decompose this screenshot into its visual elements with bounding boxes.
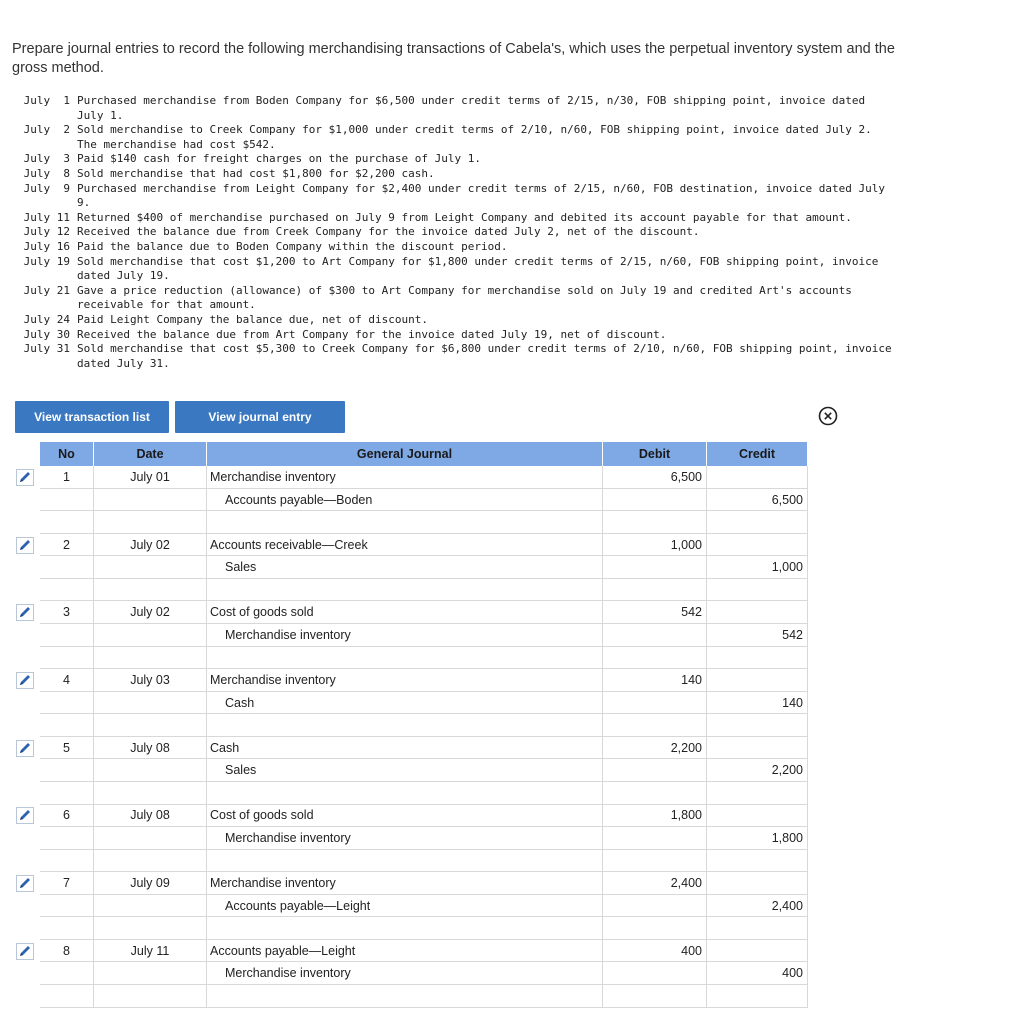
blank-cell[interactable] xyxy=(207,511,603,533)
debit-account[interactable]: Merchandise inventory xyxy=(207,466,603,488)
table-row-blank xyxy=(40,985,808,1008)
credit-amount[interactable]: 1,000 xyxy=(707,556,808,578)
table-row xyxy=(40,962,808,985)
entry-date: July 01 xyxy=(94,466,207,488)
transaction-date: July 24 xyxy=(23,312,70,326)
blank-cell xyxy=(40,850,94,872)
debit-amount[interactable]: 2,400 xyxy=(603,872,707,894)
entry-date-empty xyxy=(94,556,207,578)
credit-amount[interactable]: 140 xyxy=(707,692,808,714)
transaction-description: Sold merchandise that cost $5,300 to Creek Company for $6,800 under credit terms of 2/10, n/60, FOB shipping point, invoice dated July 31. xyxy=(77,342,892,370)
entry-number: 1 xyxy=(40,466,94,488)
blank-cell[interactable] xyxy=(603,714,707,736)
transaction-description: Returned $400 of merchandise purchased on July 9 from Leight Company and debited its account payable for that amount. xyxy=(77,210,852,224)
debit-account[interactable]: Merchandise inventory xyxy=(207,669,603,691)
credit-account[interactable]: Merchandise inventory xyxy=(207,962,603,984)
transaction-item xyxy=(14,94,1014,123)
credit-account[interactable]: Sales xyxy=(207,556,603,578)
journal-entry xyxy=(40,872,808,940)
entry-date: July 08 xyxy=(94,737,207,759)
table-row-blank xyxy=(40,714,808,737)
header-date: Date xyxy=(94,442,207,466)
table-row xyxy=(40,669,808,692)
entry-date: July 08 xyxy=(94,804,207,826)
credit-amount[interactable]: 2,400 xyxy=(707,895,808,917)
entry-number: 3 xyxy=(40,601,94,623)
debit-amount-empty[interactable] xyxy=(603,759,707,781)
debit-account[interactable]: Accounts payable—Leight xyxy=(207,940,603,962)
blank-cell[interactable] xyxy=(603,917,707,939)
blank-cell xyxy=(94,511,207,533)
entry-date: July 09 xyxy=(94,872,207,894)
transaction-date: July 8 xyxy=(23,166,70,180)
entry-number: 8 xyxy=(40,940,94,962)
transaction-item xyxy=(14,313,1014,328)
entry-date-empty xyxy=(94,827,207,849)
blank-cell[interactable] xyxy=(707,985,808,1007)
journal-entry xyxy=(40,940,808,1008)
table-row xyxy=(40,759,808,782)
blank-cell[interactable] xyxy=(603,511,707,533)
transaction-description: Purchased merchandise from Leight Company for $2,400 under credit terms of 2/15, n/60, FOB destination, invoice dated July 9. xyxy=(77,181,885,210)
entry-date: July 02 xyxy=(94,534,207,556)
pencil-icon[interactable] xyxy=(16,469,34,486)
entry-date-empty xyxy=(94,962,207,984)
transaction-item xyxy=(14,152,1014,167)
transaction-date: July 1 xyxy=(23,94,70,107)
credit-amount[interactable]: 542 xyxy=(707,624,808,646)
credit-amount-empty[interactable] xyxy=(707,737,808,759)
credit-account[interactable]: Sales xyxy=(207,759,603,781)
pencil-icon[interactable] xyxy=(16,740,34,757)
blank-cell xyxy=(94,714,207,736)
credit-amount-empty[interactable] xyxy=(707,534,808,556)
blank-cell xyxy=(40,511,94,533)
debit-amount[interactable]: 542 xyxy=(603,601,707,623)
transaction-description: Sold merchandise that cost $1,200 to Art Company for $1,800 under credit terms of 2/15, n/60, FOB shipping point, invoice dated July 19. xyxy=(77,254,879,283)
blank-cell[interactable] xyxy=(707,782,808,804)
journal-entry xyxy=(40,466,808,534)
table-row xyxy=(40,624,808,647)
table-row xyxy=(40,692,808,715)
credit-amount-empty[interactable] xyxy=(707,804,808,826)
blank-cell[interactable] xyxy=(207,917,603,939)
transaction-list xyxy=(14,94,1014,371)
blank-cell xyxy=(40,579,94,601)
entry-number: 2 xyxy=(40,534,94,556)
blank-cell[interactable] xyxy=(707,850,808,872)
blank-cell[interactable] xyxy=(207,850,603,872)
debit-account[interactable]: Accounts receivable—Creek xyxy=(207,534,603,556)
transaction-item xyxy=(14,182,1014,211)
debit-amount-empty[interactable] xyxy=(603,895,707,917)
transaction-item xyxy=(14,255,1014,284)
debit-amount[interactable]: 400 xyxy=(603,940,707,962)
blank-cell xyxy=(94,782,207,804)
credit-amount-empty[interactable] xyxy=(707,669,808,691)
credit-account[interactable]: Merchandise inventory xyxy=(207,624,603,646)
transaction-description: Purchased merchandise from Boden Company for $6,500 under credit terms of 2/15, n/30, FOB shipping point, invoice dated July 1. xyxy=(77,94,866,122)
credit-amount[interactable]: 2,200 xyxy=(707,759,808,781)
transaction-description: Received the balance due from Creek Company for the invoice dated July 2, net of the discount. xyxy=(77,225,700,239)
blank-cell xyxy=(94,850,207,872)
debit-amount-empty[interactable] xyxy=(603,692,707,714)
transaction-date: July 3 xyxy=(23,152,70,166)
blank-cell xyxy=(94,917,207,939)
transaction-description: Paid Leight Company the balance due, net of discount. xyxy=(77,312,428,326)
transaction-description: Received the balance due from Art Company for the invoice dated July 19, net of discount. xyxy=(77,327,667,341)
transaction-description: Sold merchandise to Creek Company for $1,000 under credit terms of 2/10, n/60, FOB shipping point, invoice dated July 2. The merchandise had cost $542. xyxy=(77,123,872,151)
credit-amount-empty[interactable] xyxy=(707,466,808,488)
transaction-item xyxy=(14,123,1014,152)
debit-account[interactable]: Merchandise inventory xyxy=(207,872,603,894)
entry-number-empty xyxy=(40,962,94,984)
table-row xyxy=(40,895,808,918)
transaction-date: July 12 xyxy=(23,225,70,239)
transaction-description: Gave a price reduction (allowance) of $300 to Art Company for merchandise sold on July 19 and credited Art's accounts receivable for that amount. xyxy=(77,283,852,312)
entry-date-empty xyxy=(94,692,207,714)
table-row xyxy=(40,489,808,512)
table-row-blank xyxy=(40,782,808,805)
table-row xyxy=(40,556,808,579)
close-icon[interactable] xyxy=(818,406,838,426)
debit-amount[interactable]: 1,000 xyxy=(603,534,707,556)
entry-number-empty xyxy=(40,827,94,849)
transaction-item xyxy=(14,225,1014,240)
credit-amount-empty[interactable] xyxy=(707,872,808,894)
transaction-description: Paid $140 cash for freight charges on the purchase of July 1. xyxy=(77,152,481,166)
credit-amount[interactable]: 6,500 xyxy=(707,489,808,511)
header-no: No xyxy=(40,442,94,466)
credit-account[interactable]: Merchandise inventory xyxy=(207,827,603,849)
transaction-date: July 21 xyxy=(23,283,70,297)
instructions-text: Prepare journal entries to record the following merchandising transactions of Cabela's, which uses the perpetual inventory system and the gross method. xyxy=(12,41,895,76)
blank-cell[interactable] xyxy=(603,850,707,872)
blank-cell[interactable] xyxy=(207,579,603,601)
blank-cell[interactable] xyxy=(707,579,808,601)
transaction-date: July 9 xyxy=(23,181,70,195)
general-journal-table xyxy=(40,442,808,1008)
table-row xyxy=(40,466,808,489)
blank-cell[interactable] xyxy=(707,917,808,939)
blank-cell[interactable] xyxy=(603,782,707,804)
blank-cell[interactable] xyxy=(603,647,707,669)
entry-number-empty xyxy=(40,556,94,578)
table-row-blank xyxy=(40,850,808,873)
blank-cell[interactable] xyxy=(207,782,603,804)
credit-account[interactable]: Accounts payable—Leight xyxy=(207,895,603,917)
blank-cell xyxy=(40,917,94,939)
journal-entry xyxy=(40,737,808,805)
table-row-blank xyxy=(40,511,808,534)
header-general-journal: General Journal xyxy=(207,442,603,466)
entry-number: 7 xyxy=(40,872,94,894)
header-credit: Credit xyxy=(707,442,808,466)
table-header xyxy=(40,442,808,466)
blank-cell xyxy=(40,714,94,736)
transaction-description: Paid the balance due to Boden Company within the discount period. xyxy=(77,239,508,253)
credit-amount[interactable]: 400 xyxy=(707,962,808,984)
blank-cell[interactable] xyxy=(207,714,603,736)
blank-cell xyxy=(94,647,207,669)
table-row xyxy=(40,601,808,624)
table-row-blank xyxy=(40,647,808,670)
table-row xyxy=(40,827,808,850)
entry-number-empty xyxy=(40,895,94,917)
debit-amount-empty[interactable] xyxy=(603,827,707,849)
blank-cell xyxy=(40,985,94,1007)
blank-cell xyxy=(40,647,94,669)
view-journal-entry-worksheet-button[interactable]: View journal entry xyxy=(175,401,345,433)
table-row xyxy=(40,737,808,760)
table-row xyxy=(40,940,808,963)
transaction-description: Sold merchandise that had cost $1,800 for $2,200 cash. xyxy=(77,166,435,180)
pencil-icon[interactable] xyxy=(16,537,34,554)
transaction-item xyxy=(14,284,1014,313)
journal-entry xyxy=(40,601,808,669)
entry-date-empty xyxy=(94,759,207,781)
debit-account[interactable]: Cash xyxy=(207,737,603,759)
blank-cell[interactable] xyxy=(707,647,808,669)
entry-number: 6 xyxy=(40,804,94,826)
blank-cell[interactable] xyxy=(707,511,808,533)
debit-amount[interactable]: 1,800 xyxy=(603,804,707,826)
table-row-blank xyxy=(40,579,808,602)
journal-entry xyxy=(40,804,808,872)
transaction-item xyxy=(14,342,1014,371)
debit-amount-empty[interactable] xyxy=(603,556,707,578)
credit-account[interactable]: Cash xyxy=(207,692,603,714)
credit-amount-empty[interactable] xyxy=(707,940,808,962)
debit-account[interactable]: Cost of goods sold xyxy=(207,804,603,826)
transaction-date: July 2 xyxy=(23,123,70,137)
pencil-icon[interactable] xyxy=(16,875,34,892)
entry-date-empty xyxy=(94,624,207,646)
entry-date-empty xyxy=(94,895,207,917)
transaction-date: July 16 xyxy=(23,239,70,253)
debit-amount-empty[interactable] xyxy=(603,489,707,511)
view-transaction-list-button[interactable]: View transaction list xyxy=(15,401,169,433)
entry-date: July 11 xyxy=(94,940,207,962)
table-row-blank xyxy=(40,917,808,940)
table-row xyxy=(40,804,808,827)
credit-account[interactable]: Accounts payable—Boden xyxy=(207,489,603,511)
blank-cell xyxy=(94,985,207,1007)
entry-number-empty xyxy=(40,759,94,781)
transaction-item xyxy=(14,167,1014,182)
pencil-icon[interactable] xyxy=(16,672,34,689)
entry-date-empty xyxy=(94,489,207,511)
blank-cell[interactable] xyxy=(207,647,603,669)
debit-amount[interactable]: 6,500 xyxy=(603,466,707,488)
transaction-date: July 19 xyxy=(23,254,70,268)
entry-number: 5 xyxy=(40,737,94,759)
entry-date: July 03 xyxy=(94,669,207,691)
blank-cell[interactable] xyxy=(603,579,707,601)
journal-entry xyxy=(40,669,808,737)
transaction-date: July 30 xyxy=(23,327,70,341)
debit-account[interactable]: Cost of goods sold xyxy=(207,601,603,623)
debit-amount[interactable]: 140 xyxy=(603,669,707,691)
transaction-date: July 31 xyxy=(23,342,70,356)
entry-number-empty xyxy=(40,489,94,511)
blank-cell[interactable] xyxy=(707,714,808,736)
pencil-icon[interactable] xyxy=(16,807,34,824)
blank-cell[interactable] xyxy=(603,985,707,1007)
entry-date: July 02 xyxy=(94,601,207,623)
transaction-item xyxy=(14,328,1014,343)
table-row xyxy=(40,872,808,895)
blank-cell xyxy=(40,782,94,804)
transaction-item xyxy=(14,240,1014,255)
blank-cell[interactable] xyxy=(207,985,603,1007)
header-debit: Debit xyxy=(603,442,707,466)
credit-amount-empty[interactable] xyxy=(707,601,808,623)
debit-amount-empty[interactable] xyxy=(603,962,707,984)
transaction-date: July 11 xyxy=(23,210,70,224)
entry-number: 4 xyxy=(40,669,94,691)
table-row xyxy=(40,534,808,557)
transaction-item xyxy=(14,211,1014,226)
pencil-icon[interactable] xyxy=(16,943,34,960)
blank-cell xyxy=(94,579,207,601)
entry-number-empty xyxy=(40,624,94,646)
journal-entry xyxy=(40,534,808,602)
credit-amount[interactable]: 1,800 xyxy=(707,827,808,849)
debit-amount[interactable]: 2,200 xyxy=(603,737,707,759)
pencil-icon[interactable] xyxy=(16,604,34,621)
entry-number-empty xyxy=(40,692,94,714)
debit-amount-empty[interactable] xyxy=(603,624,707,646)
